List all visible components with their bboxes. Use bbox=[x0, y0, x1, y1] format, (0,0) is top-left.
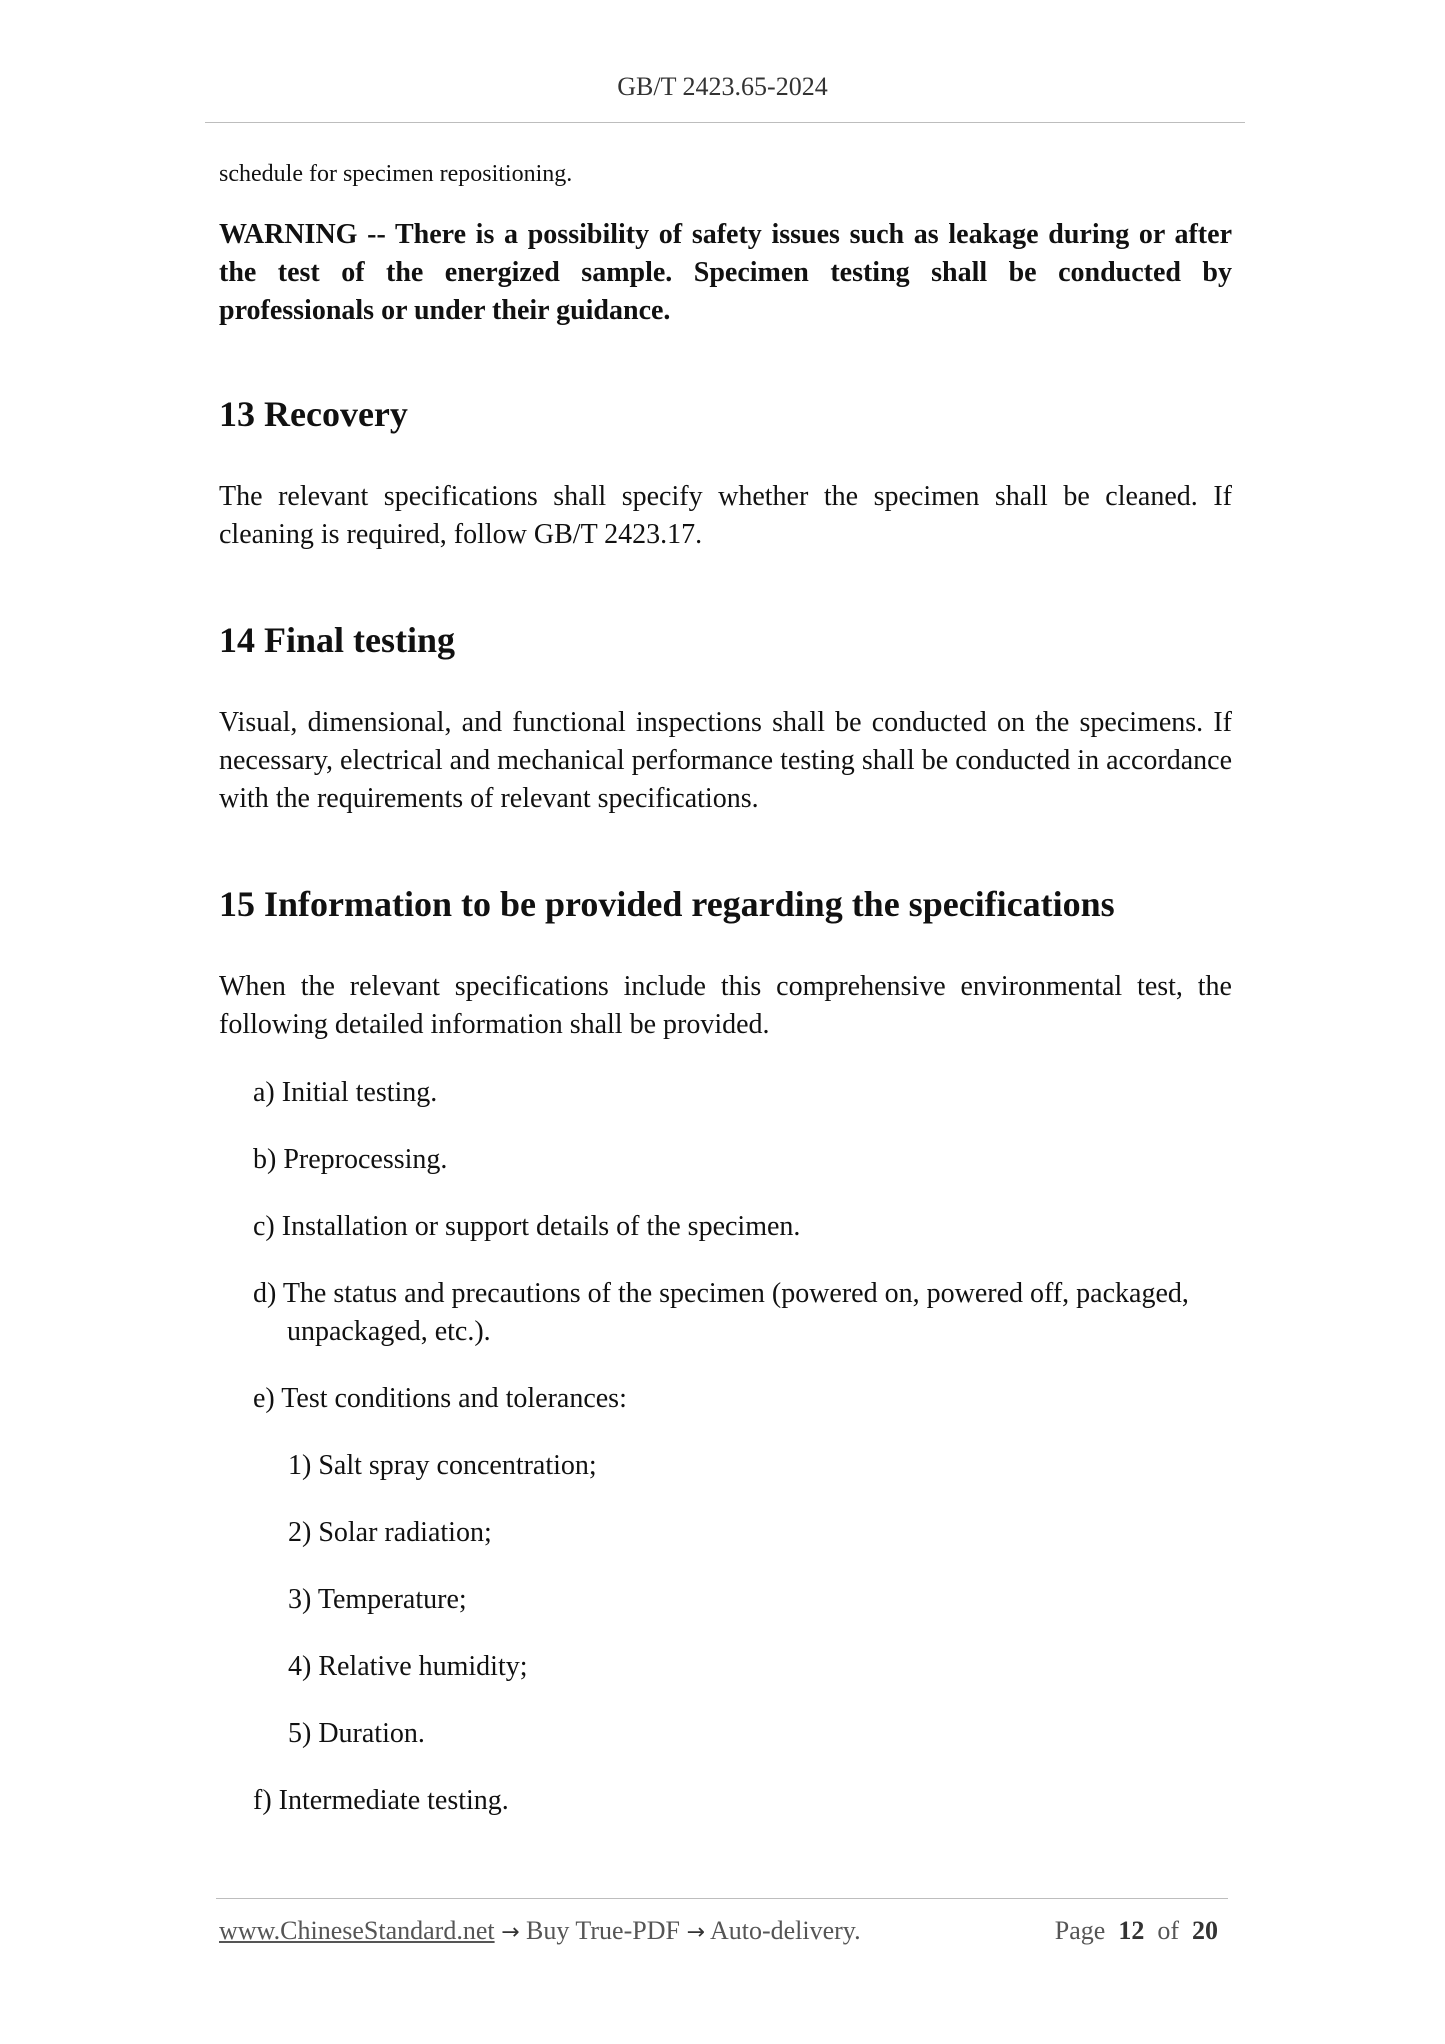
footer-divider bbox=[216, 1898, 1228, 1899]
list-item-e: e) Test conditions and tolerances: bbox=[253, 1383, 627, 1414]
list-item-a: a) Initial testing. bbox=[253, 1077, 438, 1108]
delivery-text: Auto-delivery. bbox=[709, 1916, 861, 1945]
list-item-f: f) Intermediate testing. bbox=[253, 1785, 509, 1816]
header-divider bbox=[205, 122, 1245, 123]
section-14-text: Visual, dimensional, and functional inspections shall be conducted on the specimens. If necessary, electrical and mechanical performance testing shall be conducted in accordance with the requirements of relevant specifications. bbox=[219, 707, 1232, 814]
of-label: of bbox=[1157, 1916, 1179, 1945]
footer-left bbox=[219, 1916, 861, 1946]
page-indicator bbox=[1055, 1916, 1224, 1946]
list-item-c: c) Installation or support details of the specimen. bbox=[253, 1211, 801, 1242]
list-item-d-line2: unpackaged, etc.). bbox=[287, 1316, 491, 1347]
sub-item-e3: 3) Temperature; bbox=[288, 1584, 467, 1615]
arrow-right-icon: → bbox=[501, 1920, 520, 1945]
section-13-heading: 13 Recovery bbox=[219, 394, 408, 434]
section-15-text: When the relevant specifications include this comprehensive environmental test, the following detailed information shall be provided. bbox=[219, 971, 1232, 1040]
page-header: GB/T 2423.65-2024 bbox=[617, 72, 828, 101]
sub-item-e5: 5) Duration. bbox=[288, 1718, 425, 1749]
list-item-d-line1: d) The status and precautions of the specimen (powered on, powered off, packaged, bbox=[253, 1278, 1189, 1309]
arrow-right-icon: → bbox=[686, 1920, 705, 1945]
continuation-text: schedule for specimen repositioning. bbox=[219, 161, 573, 187]
page-content bbox=[219, 158, 1232, 1820]
section-15-heading: 15 Information to be provided regarding the specifications bbox=[219, 884, 1115, 924]
total-pages: 20 bbox=[1192, 1916, 1218, 1945]
page-label: Page bbox=[1054, 1916, 1106, 1945]
sub-item-e2: 2) Solar radiation; bbox=[288, 1517, 492, 1548]
section-13-text: The relevant specifications shall specify whether the specimen shall be cleaned. If cleaning is required, follow GB/T 2423.17. bbox=[219, 481, 1232, 550]
sub-item-e4: 4) Relative humidity; bbox=[288, 1651, 528, 1682]
list-item-b: b) Preprocessing. bbox=[253, 1144, 448, 1175]
page-number: 12 bbox=[1118, 1916, 1145, 1945]
sub-item-e1: 1) Salt spray concentration; bbox=[288, 1450, 597, 1481]
list-item-d bbox=[219, 1275, 1232, 1351]
site-link[interactable]: www.ChineseStandard.net bbox=[219, 1916, 495, 1945]
buy-text: Buy True-PDF bbox=[526, 1916, 680, 1945]
page-footer bbox=[219, 1916, 1224, 1946]
section-14-heading: 14 Final testing bbox=[219, 620, 456, 660]
warning-paragraph: WARNING -- There is a possibility of safety issues such as leakage during or after the test of the energized sample. Specimen testing shall be conducted by professionals or under their guidance. bbox=[219, 219, 1232, 326]
